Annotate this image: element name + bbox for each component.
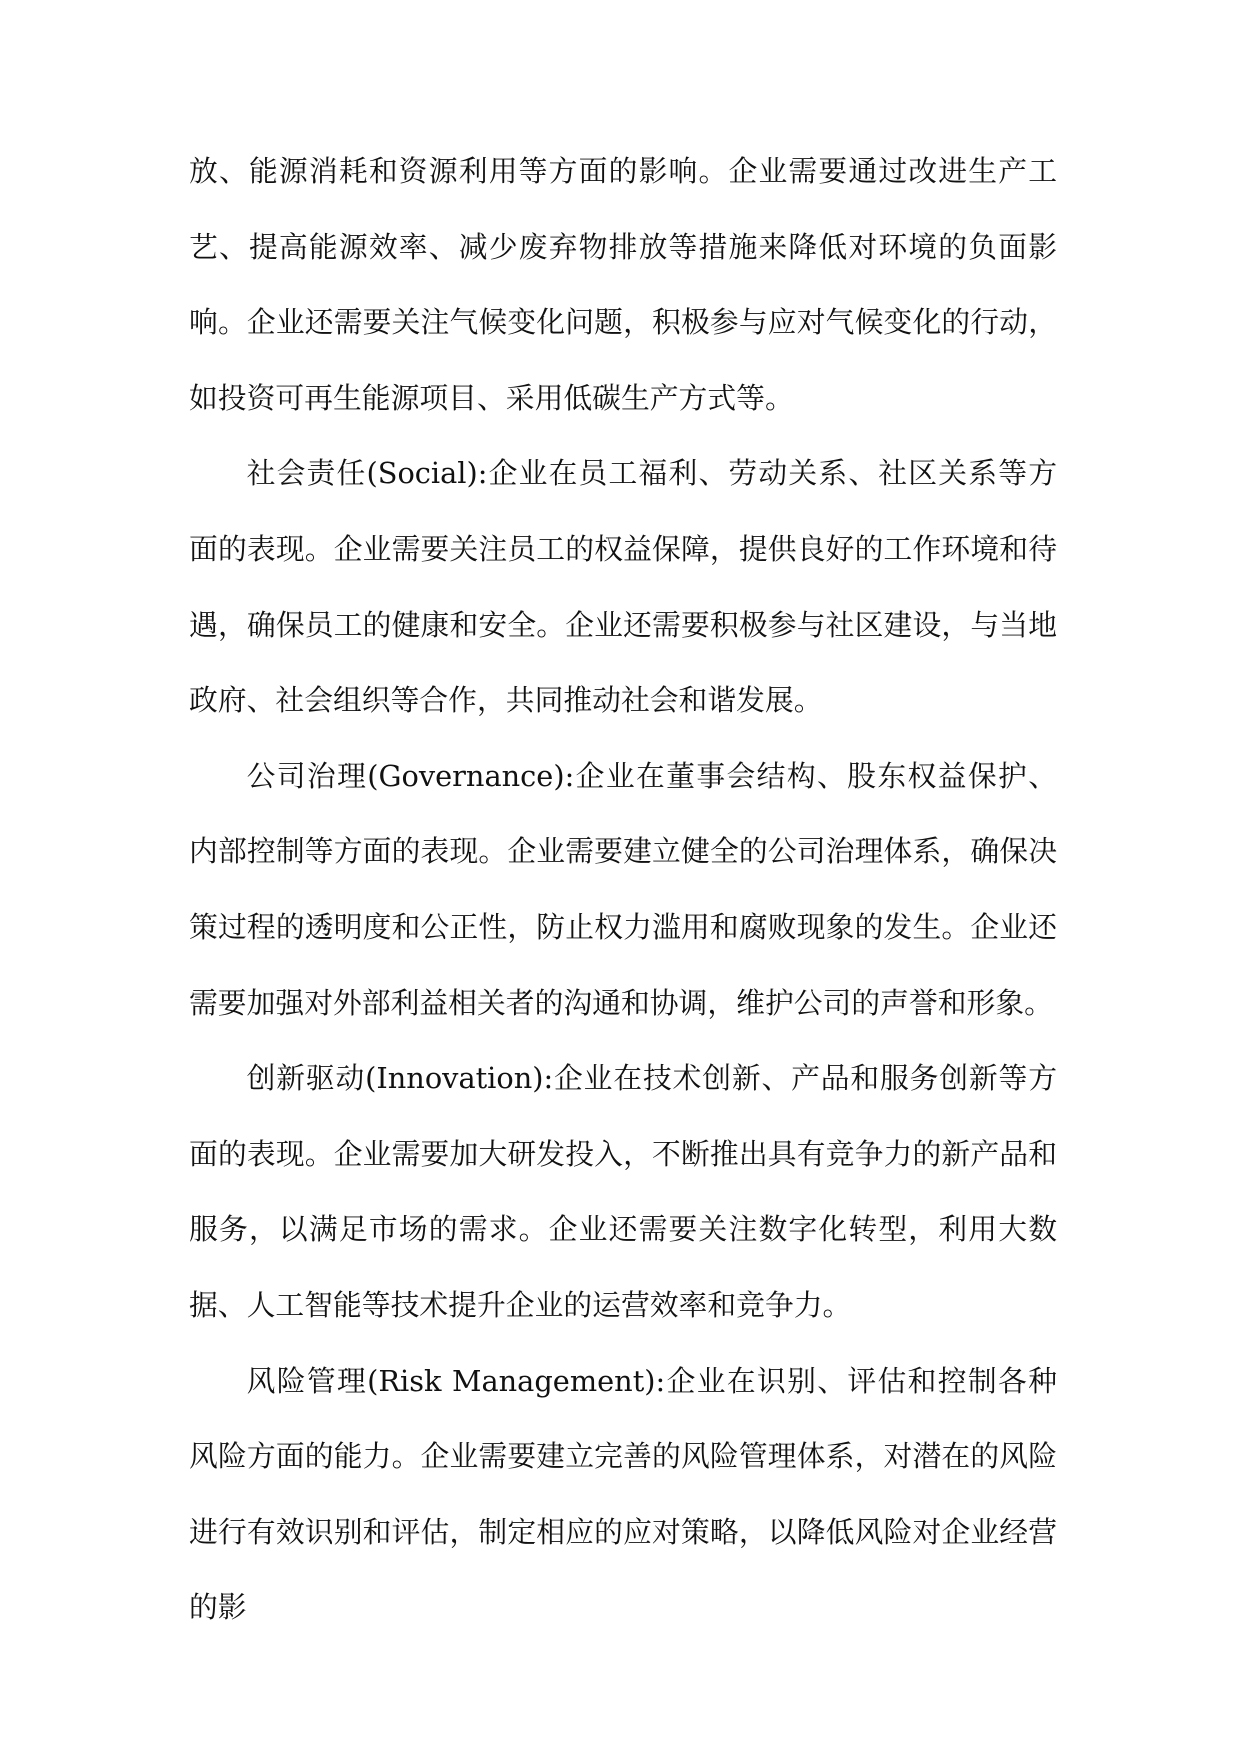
body-text: [189, 134, 1057, 1646]
paragraph-governance: 公司治理(Governance):企业在董事会结构、股东权益保护、内部控制等方面的表现。企业需要建立健全的公司治理体系，确保决策过程的透明度和公正性，防止权力滥用和腐败现象的发生。企业还需要加强对外部利益相关者的沟通和协调，维护公司的声誉和形象。: [189, 758, 1057, 1020]
paragraph-innovation: 创新驱动(Innovation):企业在技术创新、产品和服务创新等方面的表现。企业需要加大研发投入，不断推出具有竞争力的新产品和服务，以满足市场的需求。企业还需要关注数字化转型，利用大数据、人工智能等技术提升企业的运营效率和竞争力。: [189, 1061, 1057, 1322]
paragraph-risk-management: 风险管理(Risk Management):企业在识别、评估和控制各种风险方面的能力。企业需要建立完善的风险管理体系，对潜在的风险进行有效识别和评估，制定相应的应对策略，以降低风险对企业经营的影: [189, 1363, 1057, 1625]
paragraph-social: 社会责任(Social):企业在员工福利、劳动关系、社区关系等方面的表现。企业需要关注员工的权益保障，提供良好的工作环境和待遇，确保员工的健康和安全。企业还需要积极参与社区建设，与当地政府、社会组织等合作，共同推动社会和谐发展。: [189, 456, 1057, 718]
paragraph-environment-continued: 放、能源消耗和资源利用等方面的影响。企业需要通过改进生产工艺、提高能源效率、减少废弃物排放等措施来降低对环境的负面影响。企业还需要关注气候变化问题，积极参与应对气候变化的行动，如投资可再生能源项目、采用低碳生产方式等。: [189, 154, 1057, 415]
